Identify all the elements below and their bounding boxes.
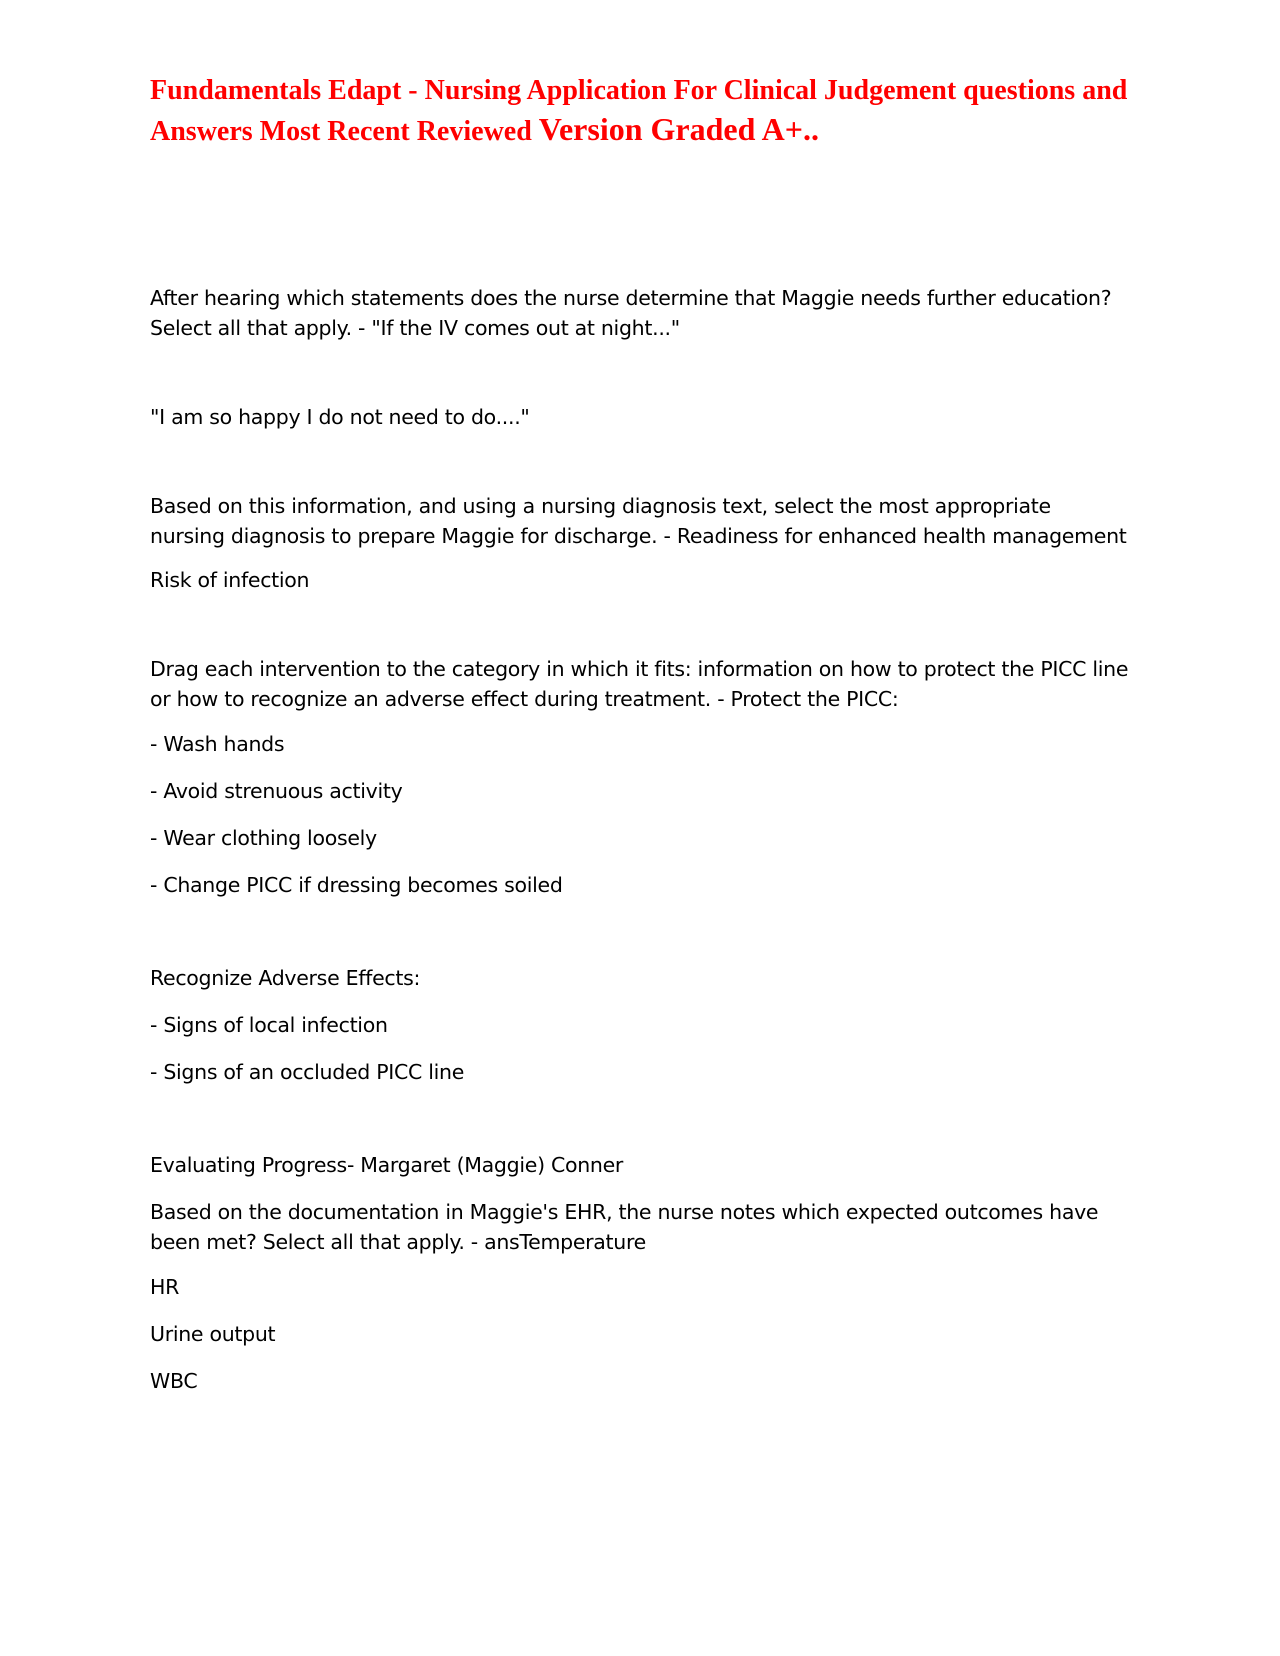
document-title bbox=[150, 72, 1150, 151]
title-main: Fundamentals Edapt - Nursing Application For Clinical Judgement questions and Answers Most Recent Reviewed bbox=[150, 75, 1128, 147]
question-drag-intervention: Drag each intervention to the category in which it fits: information on how to protect the PICC line or how to recognize an adverse effect during treatment. - Protect the PICC: bbox=[150, 657, 1129, 711]
adverse-effects-heading: Recognize Adverse Effects: bbox=[150, 966, 421, 990]
answer-happy-statement: "I am so happy I do not need to do...." bbox=[150, 405, 530, 429]
answer-risk-of-infection: Risk of infection bbox=[150, 568, 310, 592]
section-heading-evaluating-progress: Evaluating Progress- Margaret (Maggie) Conner bbox=[150, 1153, 624, 1177]
question-further-education: After hearing which statements does the nurse determine that Maggie needs further education? Select all that apply. - "If the IV comes out at night..." bbox=[150, 286, 1112, 340]
list-item: Urine output bbox=[150, 1322, 276, 1346]
list-item: - Change PICC if dressing becomes soiled bbox=[150, 873, 563, 897]
list-item: WBC bbox=[150, 1369, 198, 1393]
list-item: - Wash hands bbox=[150, 732, 285, 756]
title-version: Version Graded A+.. bbox=[538, 111, 819, 147]
list-item: - Avoid strenuous activity bbox=[150, 779, 403, 803]
question-expected-outcomes: Based on the documentation in Maggie's EHR, the nurse notes which expected outcomes have been met? Select all that apply. - ansTemperature bbox=[150, 1200, 1099, 1254]
list-item: - Signs of local infection bbox=[150, 1013, 388, 1037]
list-item: - Signs of an occluded PICC line bbox=[150, 1060, 465, 1084]
list-item: - Wear clothing loosely bbox=[150, 826, 377, 850]
list-item: HR bbox=[150, 1275, 180, 1299]
question-nursing-diagnosis: Based on this information, and using a nursing diagnosis text, select the most appropriate nursing diagnosis to prepare Maggie for discharge. - Readiness for enhanced health management bbox=[150, 494, 1127, 548]
